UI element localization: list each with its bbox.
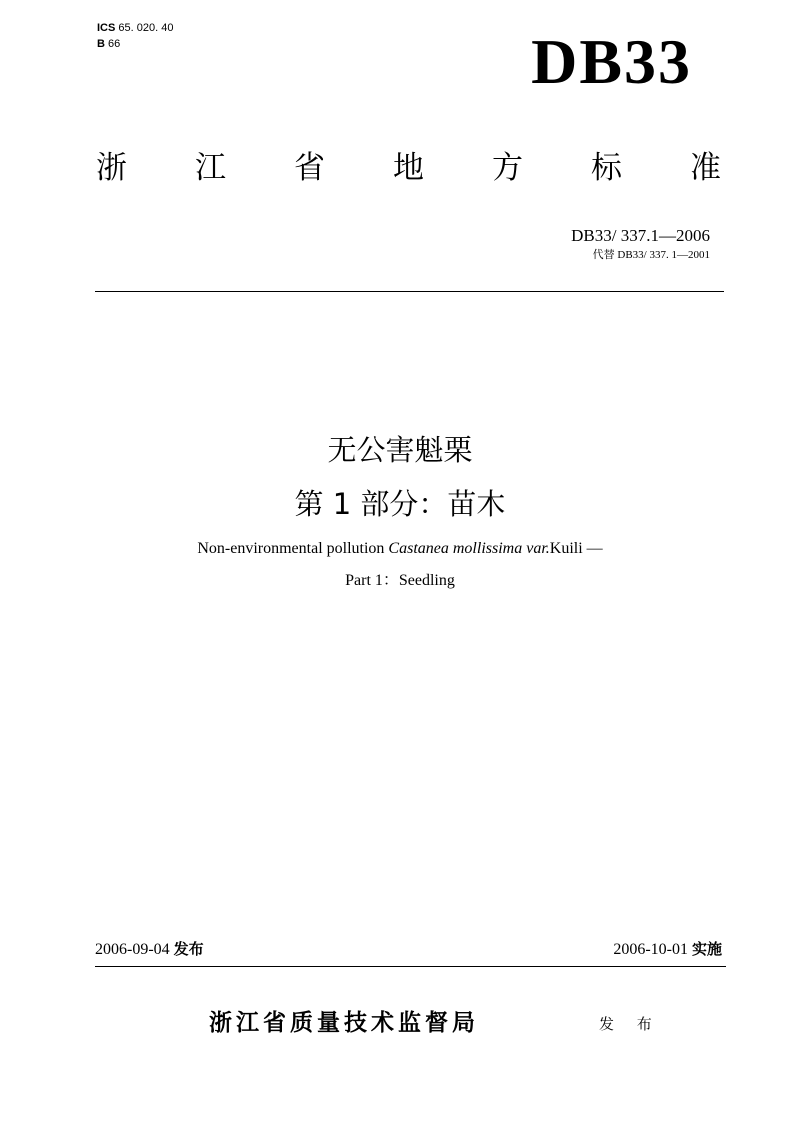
standard-number-block [571, 225, 710, 263]
ics-label: ICS [97, 22, 116, 34]
implement-word: 实施 [691, 940, 722, 958]
ccs-code: 66 [108, 38, 121, 50]
english-title-latin-name: Castanea mollissima var. [388, 540, 550, 557]
dates-row [95, 938, 722, 961]
standard-number: DB33/ 337.1—2006 [571, 226, 710, 245]
classification-codes [97, 20, 173, 52]
issue-date-block [95, 938, 204, 961]
issuing-action: 发 布 [599, 1015, 661, 1033]
standard-type-heading [96, 146, 721, 190]
ics-line [97, 20, 173, 36]
top-divider [95, 291, 724, 292]
standard-type-char: 准 [690, 150, 721, 186]
db33-logo: DB33 [531, 26, 692, 97]
implement-date-block [613, 938, 722, 961]
standard-type-char: 标 [591, 150, 622, 186]
standard-type-char: 方 [492, 150, 523, 186]
replaces-number: 代替 DB33/ 337. 1—2001 [592, 249, 710, 261]
standard-type-char: 地 [393, 150, 424, 186]
english-title-prefix: Non-environmental pollution [197, 540, 389, 557]
standard-type-char: 江 [195, 150, 226, 186]
ccs-label: B [97, 38, 105, 50]
title-line-1: 无公害魁栗 [327, 433, 473, 467]
title-line-2: 第 1 部分：苗木 [294, 487, 506, 521]
issuing-authority: 浙江省质量技术监督局 [209, 1010, 479, 1036]
standard-type-char: 浙 [96, 150, 127, 186]
english-title-line-1 [0, 538, 800, 560]
issue-date: 2006-09-04 [95, 941, 170, 958]
bottom-divider [95, 966, 726, 967]
issue-word: 发布 [173, 940, 204, 958]
standard-type-char: 省 [294, 150, 325, 186]
english-title-line-2: Part 1：Seedling [345, 572, 455, 589]
ics-code: 65. 020. 40 [118, 22, 174, 34]
implement-date: 2006-10-01 [613, 941, 688, 958]
ccs-line [97, 36, 173, 52]
english-title-suffix: Kuili — [549, 540, 603, 557]
